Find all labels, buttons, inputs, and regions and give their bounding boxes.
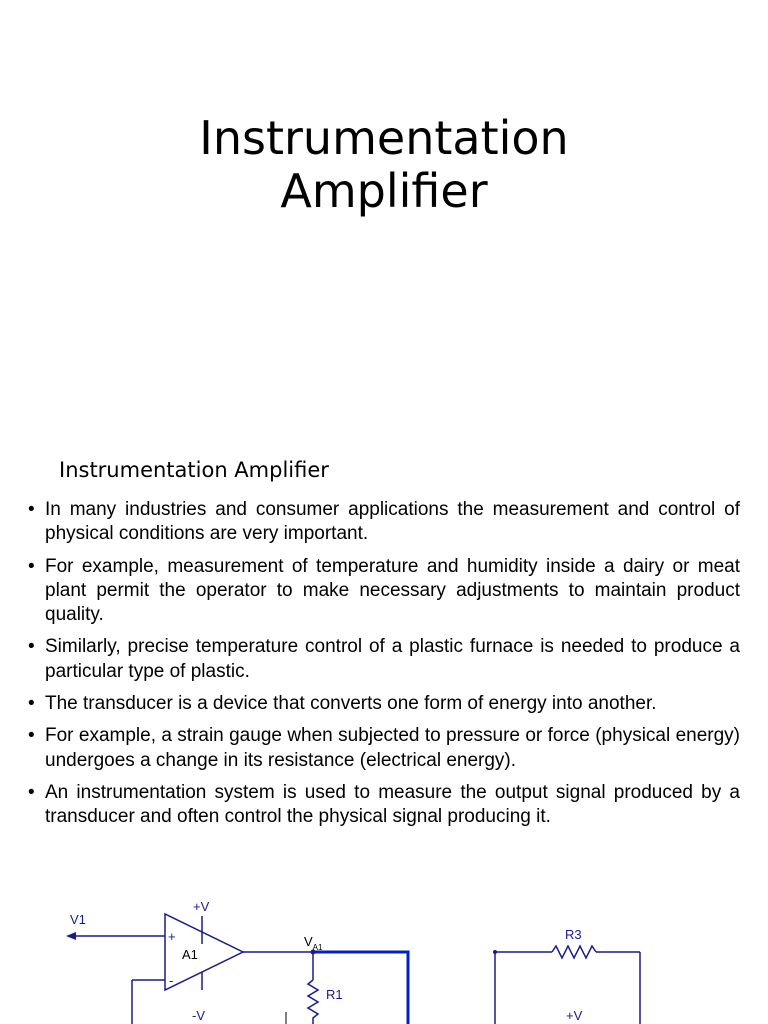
slide-title <box>0 112 768 218</box>
label-va1-main: V <box>304 934 313 949</box>
opamp-a1 <box>165 914 243 990</box>
slide-title-line2: Amplifier <box>280 164 488 218</box>
r3-resistor <box>552 946 596 958</box>
input-arrow <box>66 932 76 940</box>
circuit-diagram <box>0 880 768 1024</box>
label-v1: V1 <box>70 912 86 927</box>
label-va1-subscript: A1 <box>312 943 323 952</box>
label-supply-neg: -V <box>192 1008 205 1023</box>
label-r3-supply: +V <box>566 1008 583 1023</box>
label-plus: + <box>168 929 176 944</box>
bullet-list <box>27 498 740 838</box>
circuit-svg <box>0 880 768 1024</box>
section-heading: Instrumentation Amplifier <box>59 458 329 482</box>
content-slide <box>0 440 768 1024</box>
label-supply-pos: +V <box>193 899 210 914</box>
bullet-item: • An instrumentation system is used to measure the output signal produced by a transducer and often control the physical signal producing it. <box>27 781 740 830</box>
bullet-item: • The transducer is a device that converts one form of energy into another. <box>27 692 740 716</box>
label-va1 <box>304 934 323 952</box>
bullet-item: • For example, measurement of temperature and humidity inside a dairy or meat plant permit the operator to make necessary adjustments to maintain product quality. <box>27 555 740 628</box>
slide-title-line1: Instrumentation <box>199 111 569 165</box>
title-slide <box>0 0 768 440</box>
label-minus: - <box>169 973 174 988</box>
label-r1: R1 <box>326 987 343 1002</box>
node-r3-dot <box>493 950 497 954</box>
label-a1: A1 <box>182 947 198 962</box>
label-r3: R3 <box>565 927 582 942</box>
bullet-item: • Similarly, precise temperature control of a plastic furnace is needed to produce a particular type of plastic. <box>27 635 740 684</box>
bullet-item: • In many industries and consumer applications the measurement and control of physical conditions are very important. <box>27 498 740 547</box>
r1-resistor <box>308 980 318 1024</box>
bullet-item: • For example, a strain gauge when subjected to pressure or force (physical energy) undergoes a change in its resistance (electrical energy). <box>27 724 740 773</box>
